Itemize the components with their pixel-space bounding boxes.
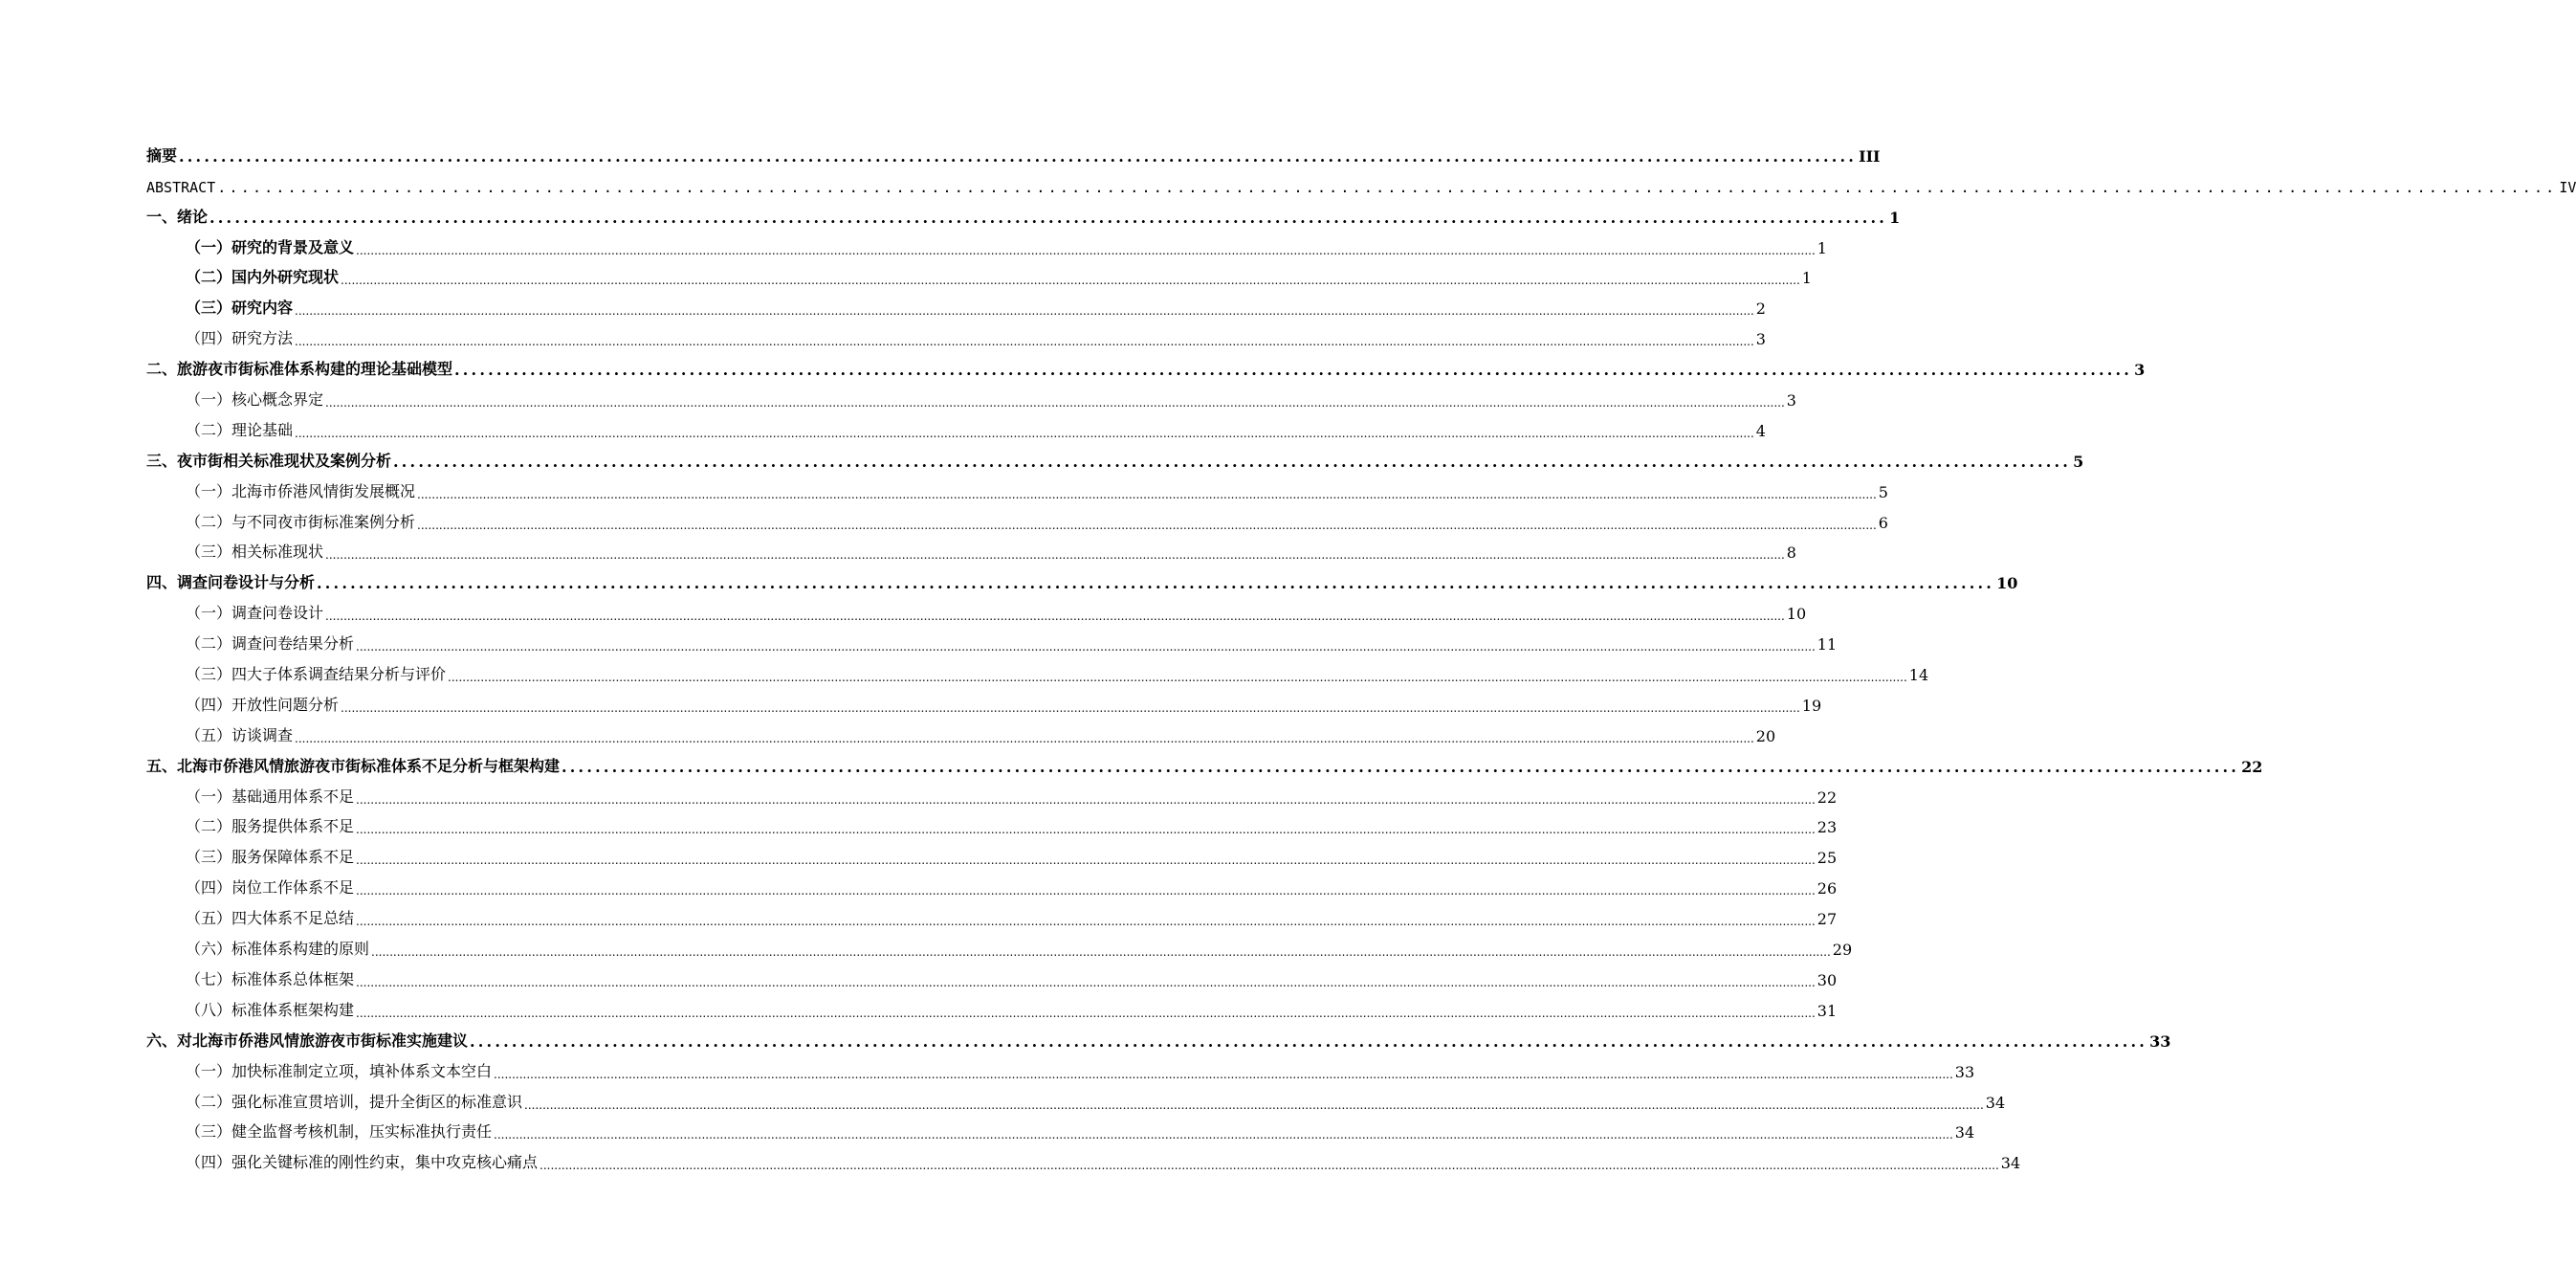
toc-entry[interactable] — [146, 964, 1838, 995]
toc-entry-title: ABSTRACT — [146, 178, 216, 196]
toc-entry-title: 一、绪论 — [146, 207, 209, 226]
dot-leader: ................................................................................................................................................................................................................................................................................................................................................................................................................ — [325, 610, 1785, 624]
toc-entry-title: （四）开放性问题分析 — [186, 695, 340, 714]
toc-entry-page-number: 27 — [1816, 910, 1838, 929]
dot-leader: ........................................................................................................................................................................................................ — [317, 574, 1995, 593]
toc-entry-title: （二）国内外研究现状 — [186, 268, 340, 287]
toc-entry[interactable] — [146, 629, 1838, 659]
toc-entry-title: （三）四大子体系调查结果分析与评价 — [186, 665, 447, 684]
toc-entry[interactable] — [146, 233, 1827, 263]
toc-entry[interactable] — [146, 903, 1838, 934]
toc-entry[interactable] — [146, 415, 1766, 446]
toc-entry-page-number: 3 — [1786, 391, 1796, 410]
toc-entry[interactable] — [146, 385, 1796, 415]
dot-leader: ................................................................................................................................................................................................................................................................................................................................................................................................................ — [295, 304, 1754, 319]
dot-leader: ........................................................................................................................................................................................................ — [454, 361, 2133, 380]
dot-leader: ................................................................................................................................................................................................................................................................................................................................................................................................................ — [295, 731, 1754, 745]
dot-leader: ........................................................................................................................................................................................................ — [393, 452, 2072, 471]
toc-entry-title: 摘要 — [146, 145, 178, 165]
toc-entry-title: （一）加快标准制定立项，填补体系文本空白 — [186, 1061, 493, 1080]
toc-entry-title: （三）研究内容 — [186, 299, 294, 318]
toc-entry-page-number: 10 — [1786, 605, 1807, 624]
dot-leader: ................................................................................................................................................................................................................................................................................................................................................................................................................ — [524, 1098, 1984, 1112]
toc-entry-title: （一）调查问卷设计 — [186, 604, 324, 623]
toc-entry-title: （三）相关标准现状 — [186, 543, 324, 562]
toc-entry[interactable] — [146, 263, 1812, 294]
toc-entry-title: 二、旅游夜市街标准体系构建的理论基础模型 — [146, 360, 453, 379]
dot-leader: ................................................................................................................................................................................................................................................................................................................................................................................................................ — [417, 518, 1877, 532]
toc-entry[interactable] — [146, 1026, 2171, 1056]
toc-entry[interactable] — [146, 690, 1822, 721]
toc-entry-page-number: 19 — [1801, 696, 1822, 715]
toc-entry-page-number: 33 — [2149, 1031, 2171, 1051]
dot-leader: ................................................................................................................................................................................................................................................................................................................................................................................................................ — [448, 671, 1907, 685]
toc-entry-title: （三）服务保障体系不足 — [186, 848, 355, 867]
toc-entry-title: （一）基础通用体系不足 — [186, 787, 355, 806]
toc-entry-title: （二）与不同夜市街标准案例分析 — [186, 512, 416, 531]
toc-entry-page-number: 11 — [1816, 635, 1838, 654]
toc-entry[interactable] — [146, 812, 1838, 843]
dot-leader: ................................................................................................................................................................................................................................................................................................................................................................................................................ — [539, 1159, 1999, 1173]
toc-entry-page-number: 34 — [2000, 1154, 2021, 1173]
toc-entry-title: （八）标准体系框架构建 — [186, 1000, 355, 1019]
toc-entry-page-number: 8 — [1786, 543, 1796, 563]
toc-entry[interactable] — [146, 873, 1838, 903]
toc-entry-page-number: 20 — [1755, 726, 1776, 745]
toc-entry-page-number: 29 — [1832, 941, 1853, 960]
table-of-contents — [146, 141, 2576, 1178]
toc-entry-page-number: 22 — [1816, 787, 1838, 807]
dot-leader: ................................................................................................................................................................................................................................................................................................................................................................................................................ — [325, 548, 1785, 563]
toc-entry[interactable] — [146, 782, 1838, 812]
dot-leader: ........................................................................................................................................................................................................ — [209, 208, 1888, 227]
toc-entry[interactable] — [146, 659, 1929, 690]
toc-entry-page-number: 34 — [1985, 1093, 2006, 1112]
toc-entry-title: （四）岗位工作体系不足 — [186, 878, 355, 898]
dot-leader: ........................................................................................................................................................................................................ — [470, 1031, 2148, 1051]
toc-entry[interactable] — [146, 141, 1881, 171]
toc-entry[interactable] — [146, 995, 1838, 1026]
toc-entry-title: （一）北海市侨港风情街发展概况 — [186, 481, 416, 500]
toc-entry-title: （一）研究的背景及意义 — [186, 237, 355, 256]
toc-entry-title: （六）标准体系构建的原则 — [186, 940, 370, 959]
toc-entry-page-number: 10 — [1996, 574, 2018, 593]
toc-entry-title: （二）理论基础 — [186, 420, 294, 439]
toc-entry-page-number: 5 — [1878, 482, 1888, 501]
toc-entry[interactable] — [146, 202, 1901, 233]
dot-leader: ................................................................................................................................................................................................................................................................................................................................................................................................................ — [356, 884, 1816, 898]
toc-entry-title: 六、对北海市侨港风情旅游夜市街标准实施建议 — [146, 1031, 469, 1050]
toc-entry-page-number: 23 — [1816, 818, 1838, 837]
dot-leader: ................................................................................................................................................................................................................................................................................................................................................................................................................ — [341, 700, 1800, 715]
toc-entry-title: （二）服务提供体系不足 — [186, 817, 355, 836]
toc-entry-title: 三、夜市街相关标准现状及案例分析 — [146, 451, 392, 470]
toc-entry[interactable] — [146, 598, 1807, 629]
toc-entry-title: 五、北海市侨港风情旅游夜市街标准体系不足分析与框架构建 — [146, 756, 561, 775]
dot-leader: ................................................................................................................................................................................................................................................................................................................................................................................................................ — [295, 335, 1754, 349]
toc-entry-page-number: 31 — [1816, 1001, 1838, 1020]
toc-entry-title: （四）强化关键标准的刚性约束，集中攻克核心痛点 — [186, 1153, 539, 1172]
toc-entry-page-number: 1 — [1816, 238, 1827, 257]
toc-entry[interactable] — [146, 507, 1888, 538]
dot-leader: ................................................................................................................................................................................................................................................................................................................................................................................................................ — [371, 945, 1831, 960]
toc-entry-title: （一）核心概念界定 — [186, 390, 324, 410]
dot-leader: ................................................................................................................................................................................................................................................................................................................................................................................................................ — [494, 1067, 1953, 1081]
dot-leader: ................................................................................................................................................................................................................................................................................................................................................................................................................ — [341, 274, 1800, 288]
toc-entry-page-number: 26 — [1816, 879, 1838, 898]
toc-entry-title: （五）四大体系不足总结 — [186, 909, 355, 928]
toc-entry-page-number: IV — [2559, 178, 2576, 196]
dot-leader: ................................................................................................................................................................................................................................................................................................................................................................................................................ — [494, 1128, 1953, 1142]
toc-entry[interactable] — [146, 354, 2146, 385]
dot-leader: ........................................................................................................................................................................................................ — [217, 178, 2558, 196]
dot-leader: ................................................................................................................................................................................................................................................................................................................................................................................................................ — [356, 640, 1816, 654]
toc-entry-page-number: 5 — [2073, 452, 2084, 471]
toc-entry[interactable] — [146, 721, 1776, 751]
toc-entry-page-number: 14 — [1908, 666, 1929, 685]
dot-leader: ................................................................................................................................................................................................................................................................................................................................................................................................................ — [356, 1006, 1816, 1020]
dot-leader: ................................................................................................................................................................................................................................................................................................................................................................................................................ — [417, 487, 1877, 501]
toc-entry[interactable] — [146, 567, 2018, 598]
toc-entry[interactable] — [146, 323, 1766, 354]
toc-entry[interactable] — [146, 1087, 2006, 1118]
toc-entry-title: （三）健全监督考核机制，压实标准执行责任 — [186, 1122, 493, 1142]
toc-entry[interactable] — [146, 171, 2576, 202]
toc-entry-page-number: 1 — [1801, 269, 1812, 288]
toc-entry[interactable] — [146, 538, 1796, 568]
dot-leader: ........................................................................................................................................................................................................ — [179, 146, 1858, 166]
toc-entry[interactable] — [146, 446, 2084, 477]
toc-entry-title: （七）标准体系总体框架 — [186, 969, 355, 988]
toc-entry[interactable] — [146, 477, 1888, 507]
dot-leader: ................................................................................................................................................................................................................................................................................................................................................................................................................ — [356, 975, 1816, 989]
toc-entry-page-number: 22 — [2241, 757, 2263, 776]
toc-entry[interactable] — [146, 1056, 1975, 1087]
dot-leader: ................................................................................................................................................................................................................................................................................................................................................................................................................ — [356, 792, 1816, 807]
toc-entry-page-number: 34 — [1954, 1123, 1975, 1142]
toc-entry-page-number: 3 — [2134, 361, 2146, 380]
toc-entry-page-number: 33 — [1954, 1062, 1975, 1081]
toc-entry-page-number: 1 — [1889, 208, 1901, 227]
toc-entry-page-number: III — [1859, 146, 1881, 166]
dot-leader: ................................................................................................................................................................................................................................................................................................................................................................................................................ — [356, 243, 1816, 257]
toc-entry[interactable] — [146, 1118, 1975, 1148]
toc-entry-page-number: 25 — [1816, 849, 1838, 868]
dot-leader: ................................................................................................................................................................................................................................................................................................................................................................................................................ — [295, 426, 1754, 440]
toc-entry-title: （四）研究方法 — [186, 329, 294, 348]
dot-leader: ................................................................................................................................................................................................................................................................................................................................................................................................................ — [356, 915, 1816, 929]
toc-entry-page-number: 30 — [1816, 970, 1838, 989]
toc-entry-title: （二）调查问卷结果分析 — [186, 634, 355, 654]
toc-entry[interactable] — [146, 293, 1766, 323]
toc-entry[interactable] — [146, 842, 1838, 873]
toc-entry-page-number: 3 — [1755, 330, 1766, 349]
dot-leader: ................................................................................................................................................................................................................................................................................................................................................................................................................ — [356, 823, 1816, 837]
dot-leader: ................................................................................................................................................................................................................................................................................................................................................................................................................ — [325, 396, 1785, 410]
toc-entry[interactable] — [146, 1147, 2021, 1178]
toc-entry-page-number: 2 — [1755, 299, 1766, 319]
toc-entry-page-number: 6 — [1878, 513, 1888, 532]
toc-entry-title: （五）访谈调查 — [186, 725, 294, 744]
toc-entry[interactable] — [146, 751, 2263, 782]
dot-leader: ........................................................................................................................................................................................................ — [561, 757, 2240, 776]
toc-entry-title: 四、调查问卷设计与分析 — [146, 573, 316, 592]
dot-leader: ................................................................................................................................................................................................................................................................................................................................................................................................................ — [356, 854, 1816, 868]
toc-entry-page-number: 4 — [1755, 421, 1766, 440]
toc-entry[interactable] — [146, 934, 1853, 964]
toc-entry-title: （二）强化标准宣贯培训，提升全街区的标准意识 — [186, 1092, 523, 1111]
